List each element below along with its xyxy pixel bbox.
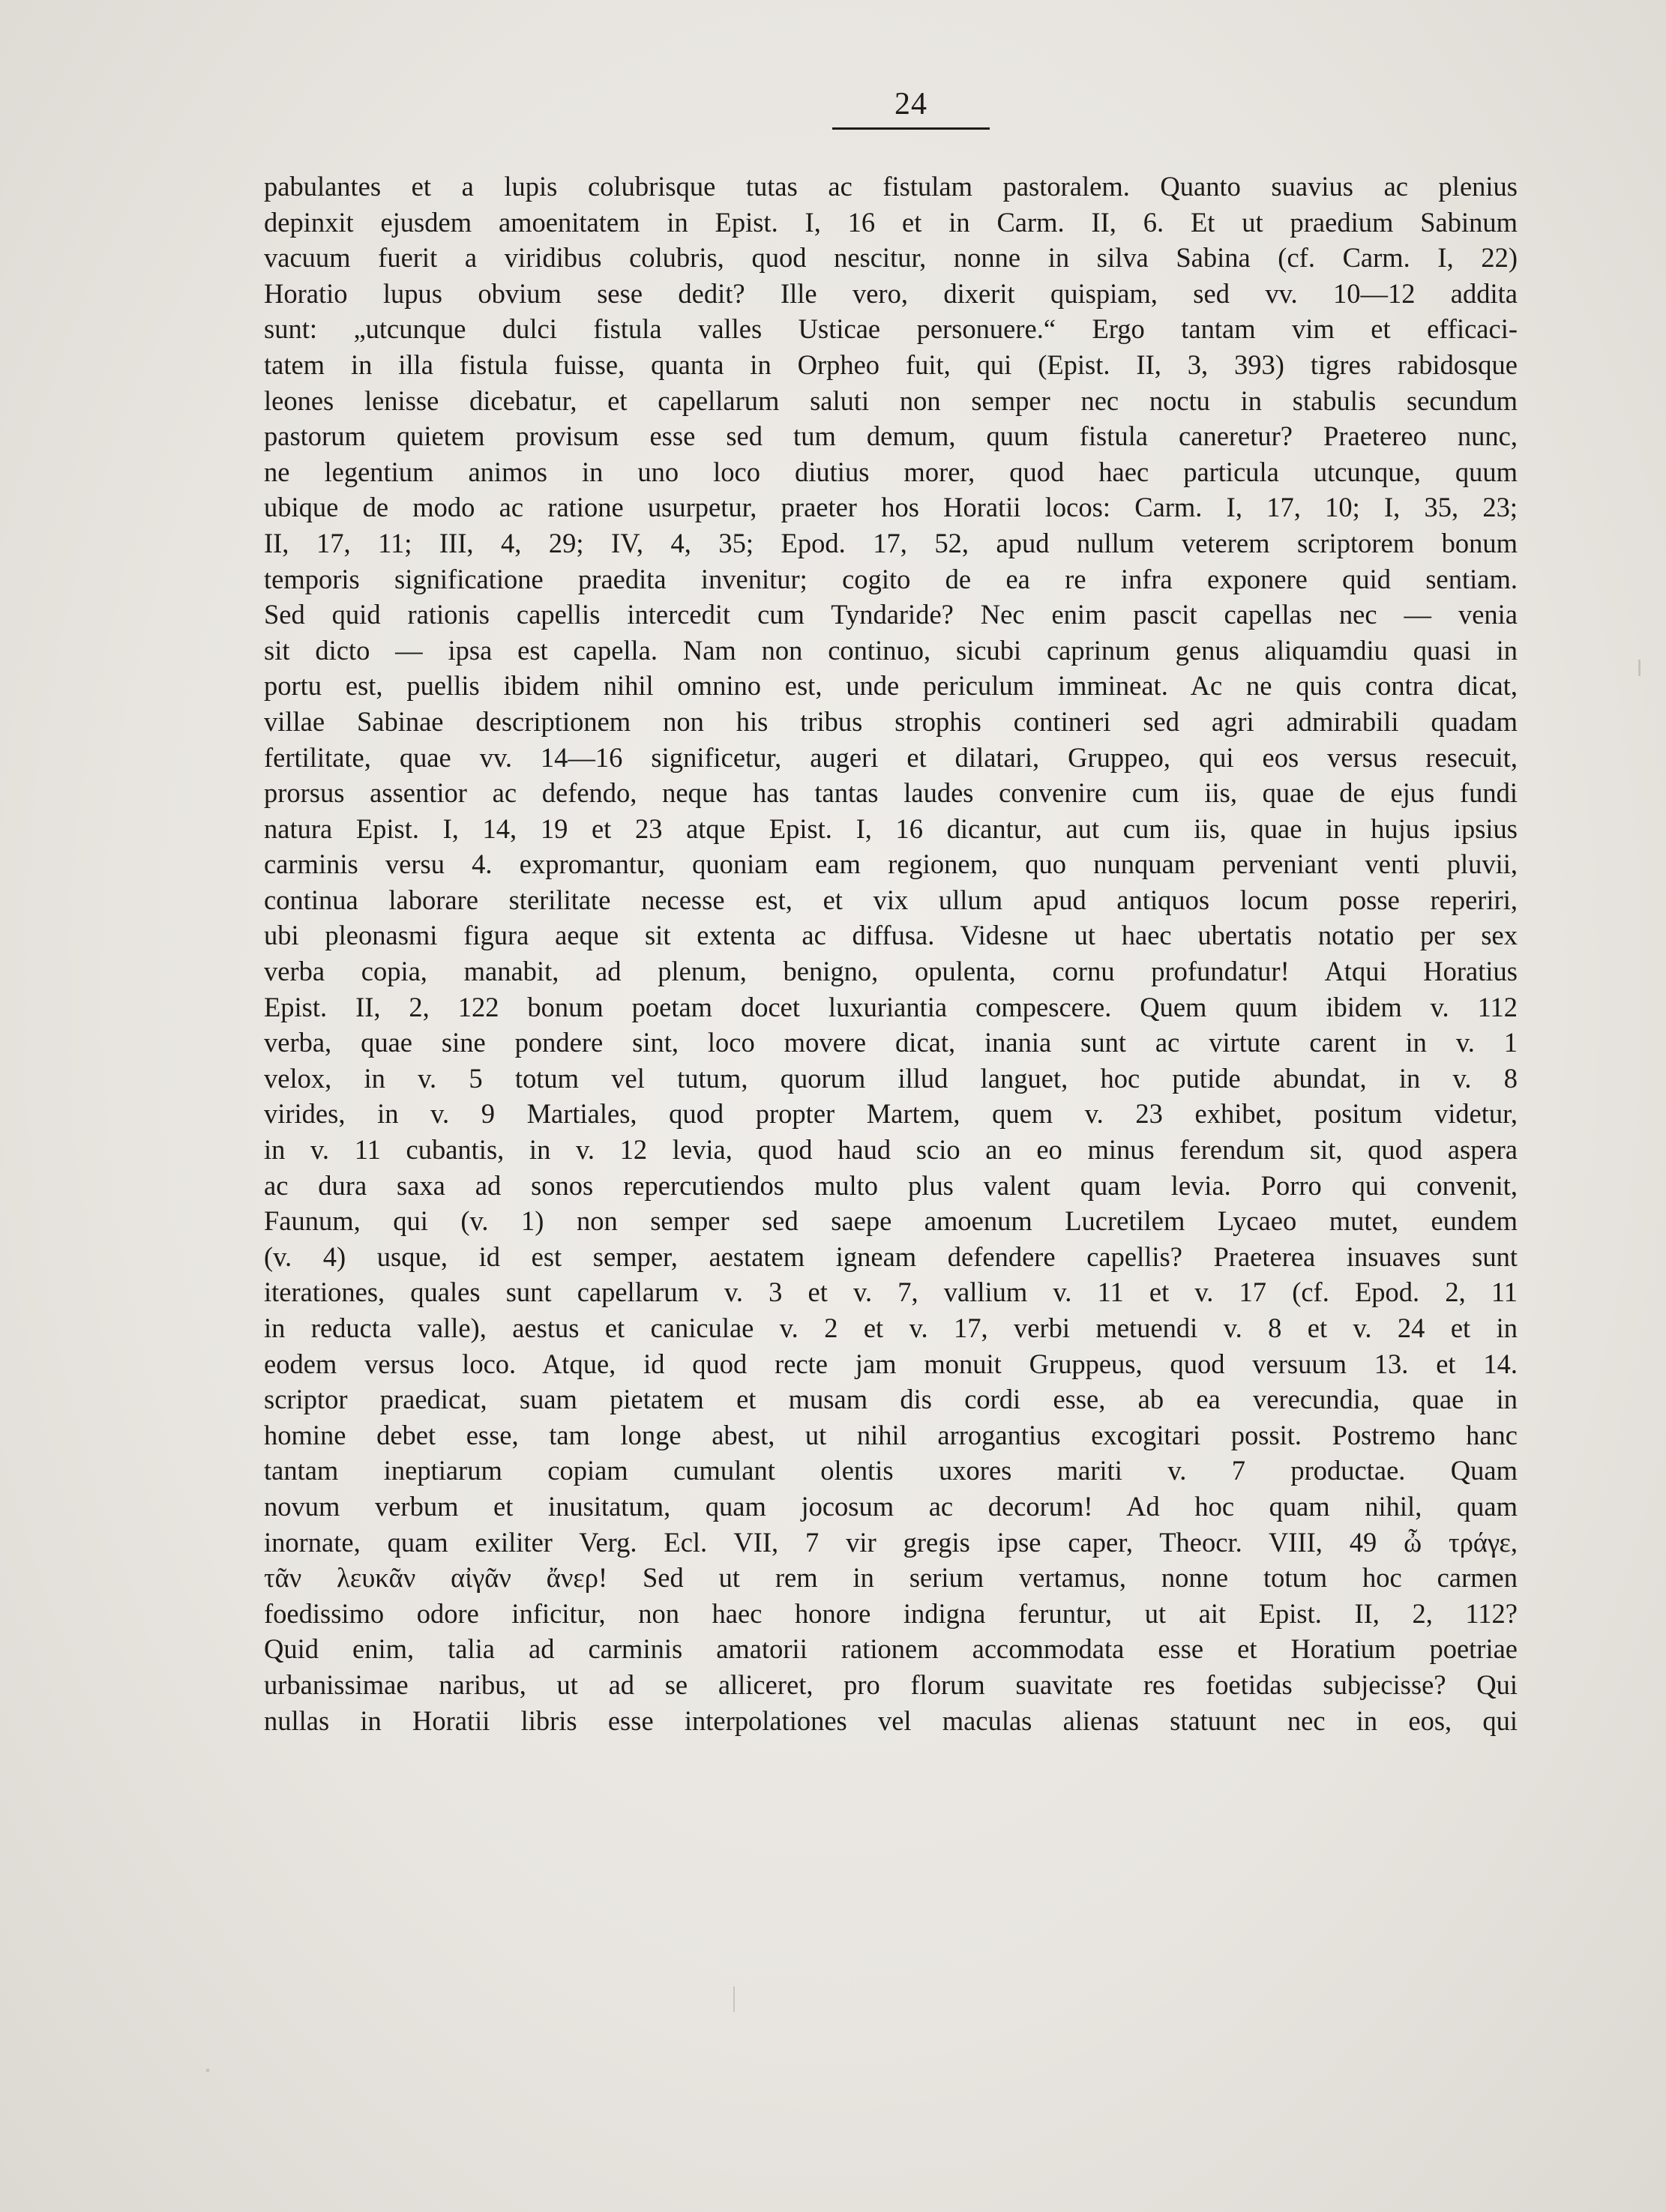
text-line: (v. 4) usque, id est semper, aestatem igneam defendere capellis? Praeterea insuaves sunt: [264, 1241, 1518, 1272]
text-line: virides, in v. 9 Martiales, quod propter Martem, quem v. 23 exhibet, positum videtur,: [264, 1098, 1518, 1130]
text-line: pastorum quietem provisum esse sed tum demum, quum fistula caneretur? Praetereo nunc,: [264, 421, 1518, 452]
text-line: scriptor praedicat, suam pietatem et musam dis cordi esse, ab ea verecundia, quae in: [264, 1384, 1518, 1415]
text-line: foedissimo odore inficitur, non haec honore indigna feruntur, ut ait Epist. II, 2, 112?: [264, 1597, 1518, 1629]
text-line: Horatio lupus obvium sese dedit? Ille vero, dixerit quispiam, sed vv. 10—12 addita: [264, 277, 1518, 309]
paper-speck: [206, 2069, 209, 2072]
text-line: continua laborare sterilitate necesse est, et vix ullum apud antiquos locum posse reperiri,: [264, 884, 1518, 915]
text-line: sit dicto — ipsa est capella. Nam non continuo, sicubi caprinum genus aliquamdiu quasi in: [264, 634, 1518, 666]
text-line: verba copia, manabit, ad plenum, benigno, opulenta, cornu profundatur! Atqui Horatius: [264, 956, 1518, 987]
text-line: II, 17, 11; III, 4, 29; IV, 4, 35; Epod. 17, 52, apud nullum veterem scriptorem bonum: [264, 527, 1518, 558]
text-line: ne legentium animos in uno loco diutius morer, quod haec particula utcunque, quum: [264, 456, 1518, 487]
text-line: Faunum, qui (v. 1) non semper sed saepe amoenum Lucretilem Lycaeo mutet, eundem: [264, 1205, 1518, 1237]
text-line: depinxit ejusdem amoenitatem in Epist. I, 16 et in Carm. II, 6. Et ut praedium Sabinum: [264, 206, 1518, 238]
text-line: verba, quae sine pondere sint, loco movere dicat, inania sunt ac virtute carent in v. 1: [264, 1027, 1518, 1058]
text-line: prorsus assentior ac defendo, neque has tantas laudes convenire cum iis, quae de ejus fundi: [264, 777, 1518, 809]
text-line: temporis significatione praedita invenitur; cogito de ea re infra exponere quid sentiam.: [264, 563, 1518, 594]
paper-speck: [733, 1986, 735, 2012]
text-line: τᾶν λευκᾶν αἰγᾶν ἄνερ! Sed ut rem in serium vertamus, nonne totum hoc carmen: [264, 1562, 1518, 1594]
text-line: iterationes, quales sunt capellarum v. 3 et v. 7, vallium v. 11 et v. 17 (cf. Epod. 2, 11: [264, 1277, 1518, 1308]
text-line: Sed quid rationis capellis intercedit cum Tyndaride? Nec enim pascit capellas nec — venia: [264, 599, 1518, 630]
text-line: ubique de modo ac ratione usurpetur, praeter hos Horatii locos: Carm. I, 17, 10; I, 35, 23;: [264, 492, 1518, 523]
page-number-rule: [832, 127, 990, 130]
text-line: villae Sabinae descriptionem non his tribus strophis contineri sed agri admirabili quadam: [264, 705, 1518, 737]
text-line: in v. 11 cubantis, in v. 12 levia, quod haud scio an eo minus ferendum sit, quod aspera: [264, 1134, 1518, 1166]
paper-speck: [1638, 660, 1641, 676]
page-number: 24: [894, 87, 927, 121]
text-line: eodem versus loco. Atque, id quod recte jam monuit Gruppeus, quod versuum 13. et 14.: [264, 1348, 1518, 1379]
text-line: pabulantes et a lupis colubrisque tutas ac fistulam pastoralem. Quanto suavius ac plenius: [264, 171, 1518, 202]
body-text: [264, 169, 1518, 1900]
text-line: fertilitate, quae vv. 14—16 significetur, augeri et dilatari, Gruppeo, qui eos versus resecuit,: [264, 741, 1518, 773]
text-line: sunt: „utcunque dulci fistula valles Usticae personuere.“ Ergo tantam vim et efficaci-: [264, 313, 1518, 345]
text-line: Quid enim, talia ad carminis amatorii rationem accommodata esse et Horatium poetriae: [264, 1633, 1518, 1665]
text-line: in reducta valle), aestus et caniculae v. 2 et v. 17, verbi metuendi v. 8 et v. 24 et in: [264, 1313, 1518, 1343]
text-line: ac dura saxa ad sonos repercutiendos multo plus valent quam levia. Porro qui convenit,: [264, 1169, 1518, 1201]
text-line: Epist. II, 2, 122 bonum poetam docet luxuriantia compescere. Quem quum ibidem v. 112: [264, 991, 1518, 1022]
text-line: inornate, quam exiliter Verg. Ecl. VII, 7 vir gregis ipse caper, Theocr. VIII, 49 ὦ τράγε,: [264, 1526, 1518, 1558]
text-line: homine debet esse, tam longe abest, ut nihil arrogantius excogitari possit. Postremo hanc: [264, 1419, 1518, 1450]
text-line: novum verbum et inusitatum, quam jocosum ac decorum! Ad hoc quam nihil, quam: [264, 1490, 1518, 1522]
text-line: ubi pleonasmi figura aeque sit extenta ac diffusa. Videsne ut haec ubertatis notatio per sex: [264, 920, 1518, 951]
text-line: nullas in Horatii libris esse interpolationes vel maculas alienas statuunt nec in eos, qui: [264, 1705, 1518, 1736]
text-line: carminis versu 4. expromantur, quoniam eam regionem, quo nunquam perveniant venti pluvii,: [264, 849, 1518, 880]
text-line: vacuum fuerit a viridibus colubris, quod nescitur, nonne in silva Sabina (cf. Carm. I, 22): [264, 242, 1518, 274]
page-header: [832, 82, 990, 130]
text-line: urbanissimae naribus, ut ad se alliceret, pro florum suavitate res foetidas subjecisse? Qui: [264, 1669, 1518, 1700]
text-line: tantam ineptiarum copiam cumulant olentis uxores mariti v. 7 productae. Quam: [264, 1455, 1518, 1486]
text-line: velox, in v. 5 totum vel tutum, quorum illud languet, hoc putide abundat, in v. 8: [264, 1062, 1518, 1094]
text-line: natura Epist. I, 14, 19 et 23 atque Epist. I, 16 dicantur, aut cum iis, quae in hujus ipsius: [264, 813, 1518, 844]
text-line: tatem in illa fistula fuisse, quanta in Orpheo fuit, qui (Epist. II, 3, 393) tigres rabidosque: [264, 349, 1518, 380]
text-line: portu est, puellis ibidem nihil omnino est, unde periculum immineat. Ac ne quis contra dicat,: [264, 670, 1518, 702]
text-line: [264, 1738, 1518, 1774]
text-line: leones lenisse dicebatur, et capellarum saluti non semper nec noctu in stabulis secundum: [264, 385, 1518, 416]
